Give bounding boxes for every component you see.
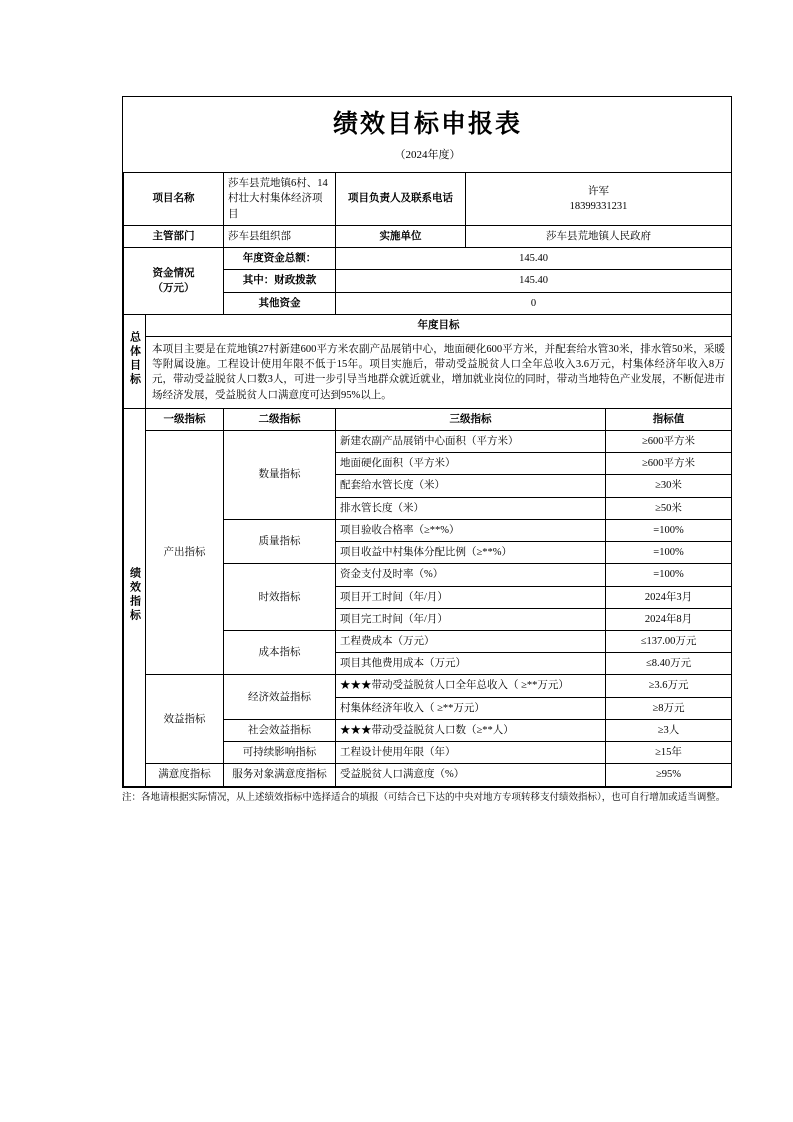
indicator-value: ≥600平方米: [606, 453, 732, 475]
indicator-value: ≥15年: [606, 742, 732, 764]
col-level3: 三级指标: [336, 408, 606, 430]
level2-sustainable: 可持续影响指标: [224, 742, 336, 764]
level3-label: 工程费成本（万元）: [336, 631, 606, 653]
indicators-side-label: 绩效指标: [124, 408, 146, 786]
document-title: 绩效目标申报表: [333, 111, 523, 138]
indicator-value: =100%: [606, 519, 732, 541]
level3-label: 地面硬化面积（平方米）: [336, 453, 606, 475]
funds-value-0: 145.40: [336, 248, 732, 270]
project-name-value: 莎车县荒地镇6村、14村壮大村集体经济项目: [224, 173, 336, 226]
owner-phone: 18399331231: [569, 201, 628, 213]
level2-social: 社会效益指标: [224, 719, 336, 741]
level1-output: 产出指标: [146, 431, 224, 675]
indicator-value: =100%: [606, 564, 732, 586]
project-name-row: [124, 173, 732, 226]
dept-row: [124, 225, 732, 247]
level3-label: 新建农副产品展销中心面积（平方米）: [336, 431, 606, 453]
indicator-row: [124, 431, 732, 453]
title-row: [124, 97, 732, 173]
overall-header: 年度目标: [146, 314, 732, 336]
funds-value-1: 145.40: [336, 270, 732, 292]
indicator-value: ≥8万元: [606, 697, 732, 719]
funds-row-0: [124, 248, 732, 270]
level3-label: 项目收益中村集体分配比例（≥**%）: [336, 542, 606, 564]
indicator-value: ≥50米: [606, 497, 732, 519]
funds-name-2: 其他资金: [224, 292, 336, 314]
project-name-label: 项目名称: [124, 173, 224, 226]
indicator-value: ≥95%: [606, 764, 732, 786]
overall-side-label: 总体目标: [124, 314, 146, 408]
funds-name-1: 其中：财政拨款: [224, 270, 336, 292]
level3-label: 资金支付及时率（%）: [336, 564, 606, 586]
form-table: [123, 97, 732, 787]
title-cell: [124, 97, 732, 173]
overall-text: 本项目主要是在荒地镇27村新建600平方米农副产品展销中心，地面硬化600平方米，并配套给水管30米，排水管50米，采暖等附属设施。工程设计使用年限不低于15年。项目实施后，带动受益脱贫人口全年总收入3.6万元，村集体经济年收入8万元，带动受益脱贫人口数3人，可进一步引导当地群众就近就业，增加就业岗位的同时，带动当地特色产业发展，不断促进市场经济发展，受益脱贫人口满意度可达到95%以上。: [146, 336, 732, 408]
indicator-value: ≥3人: [606, 719, 732, 741]
funds-label-line1: 资金情况: [152, 267, 195, 279]
level3-label: ★★★带动受益脱贫人口全年总收入（ ≥**万元）: [336, 675, 606, 697]
level3-label: ★★★带动受益脱贫人口数（≥**人）: [336, 719, 606, 741]
funds-label-line2: （万元）: [152, 282, 195, 294]
level3-label: 项目验收合格率（≥**%）: [336, 519, 606, 541]
level2-quality: 质量指标: [224, 519, 336, 563]
level2-cost: 成本指标: [224, 631, 336, 675]
indicator-value: ≤8.40万元: [606, 653, 732, 675]
level1-benefit: 效益指标: [146, 675, 224, 764]
level1-satisfaction: 满意度指标: [146, 764, 224, 786]
level3-label: 项目开工时间（年/月）: [336, 586, 606, 608]
performance-goal-form: [122, 96, 732, 788]
indicator-value: 2024年8月: [606, 608, 732, 630]
level2-economic: 经济效益指标: [224, 675, 336, 719]
level2-timeliness: 时效指标: [224, 564, 336, 631]
col-level1: 一级指标: [146, 408, 224, 430]
overall-header-row: [124, 314, 732, 336]
indicator-value: =100%: [606, 542, 732, 564]
unit-value: 莎车县荒地镇人民政府: [466, 225, 732, 247]
owner-value: [466, 173, 732, 226]
indicator-value: ≤137.00万元: [606, 631, 732, 653]
indicator-value: ≥3.6万元: [606, 675, 732, 697]
level2-quantity: 数量指标: [224, 431, 336, 520]
col-value: 指标值: [606, 408, 732, 430]
document-subtitle: （2024年度）: [394, 149, 461, 162]
dept-value: 莎车县组织部: [224, 225, 336, 247]
level3-label: 村集体经济年收入（ ≥**万元）: [336, 697, 606, 719]
indicator-value: ≥600平方米: [606, 431, 732, 453]
indicator-value: 2024年3月: [606, 586, 732, 608]
level2-service-satisfaction: 服务对象满意度指标: [224, 764, 336, 786]
dept-label: 主管部门: [124, 225, 224, 247]
level3-label: 配套给水管长度（米）: [336, 475, 606, 497]
footnote: 注：各地请根据实际情况，从上述绩效指标中选择适合的填报（可结合已下达的中央对地方专项转移支付绩效指标），也可自行增加或适当调整。: [122, 792, 726, 803]
indicator-value: ≥30米: [606, 475, 732, 497]
col-level2: 二级指标: [224, 408, 336, 430]
indicator-row: [124, 675, 732, 697]
level3-label: 工程设计使用年限（年）: [336, 742, 606, 764]
level3-label: 项目其他费用成本（万元）: [336, 653, 606, 675]
owner-label: 项目负责人及联系电话: [336, 173, 466, 226]
overall-text-row: [124, 336, 732, 408]
unit-label: 实施单位: [336, 225, 466, 247]
level3-label: 排水管长度（米）: [336, 497, 606, 519]
level3-label: 项目完工时间（年/月）: [336, 608, 606, 630]
indicator-header-row: [124, 408, 732, 430]
funds-value-2: 0: [336, 292, 732, 314]
owner-name: 许军: [588, 185, 609, 197]
funds-name-0: 年度资金总额：: [224, 248, 336, 270]
level3-label: 受益脱贫人口满意度（%）: [336, 764, 606, 786]
indicator-row: [124, 764, 732, 786]
funds-label: [124, 248, 224, 315]
